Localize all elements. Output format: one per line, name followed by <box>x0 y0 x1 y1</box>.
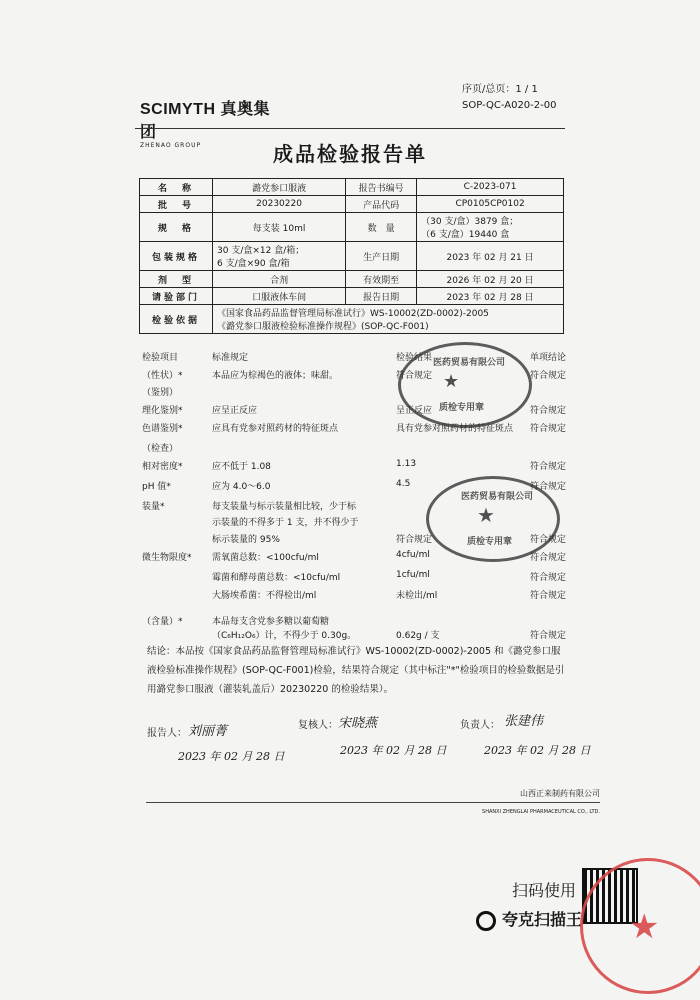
footer-divider <box>146 802 600 803</box>
item-standard: 每支装量与标示装量相比较，少于标 <box>212 502 357 512</box>
item-conclusion: 符合规定 <box>530 406 567 416</box>
cell-value: 20230220 <box>213 196 346 213</box>
cell-value: 潞党参口服液 <box>213 179 346 196</box>
cell-label: 产品代码 <box>346 196 417 213</box>
reporter-label: 报告人： <box>147 728 187 739</box>
product-info-table <box>139 178 564 334</box>
reporter-date: 2023 年 02 月 28 日 <box>178 750 285 763</box>
item-conclusion: 符合规定 <box>530 553 567 563</box>
item-standard: 应为 4.0～6.0 <box>212 482 271 492</box>
item-item: 相对密度* <box>142 462 183 472</box>
item-item: （性状）* <box>142 371 183 381</box>
item-standard: 示装量的不得多于 1 支，并不得少于 <box>212 518 359 528</box>
reviewer-signature: 宋晓燕 <box>338 716 378 731</box>
doc-code: SOP-QC-A020-2-00 <box>462 100 557 111</box>
pack-line-1: 30 支/盒×12 盒/箱； <box>217 246 305 256</box>
page-info <box>462 82 592 114</box>
responsible-signature: 张建伟 <box>504 714 544 729</box>
item-conclusion: 符合规定 <box>530 371 567 381</box>
cell-label: 检验依据 <box>140 305 213 334</box>
item-result: 4cfu/ml <box>396 550 430 560</box>
qty-line-2: （6 支/盒）19440 盒 <box>421 230 510 240</box>
item-result: 符合规定 <box>396 535 433 545</box>
company-logo <box>140 96 280 149</box>
reporter-signature: 刘丽菁 <box>188 724 228 739</box>
item-result: 具有党参对照药材的特征斑点 <box>396 424 514 434</box>
item-standard: 霉菌和酵母菌总数：<10cfu/ml <box>212 573 341 583</box>
responsible-date: 2023 年 02 月 28 日 <box>484 744 591 757</box>
item-item: 色谱鉴别* <box>142 424 183 434</box>
item-item: （含量）* <box>142 617 183 627</box>
item-standard: 应具有党参对照药材的特征斑点 <box>212 424 339 434</box>
cell-label: 生产日期 <box>346 242 417 271</box>
header-standard: 标准规定 <box>212 353 249 363</box>
item-result: 符合规定 <box>396 371 433 381</box>
table-row <box>140 242 564 271</box>
item-conclusion: 符合规定 <box>530 482 567 492</box>
table-row <box>140 213 564 242</box>
star-icon: ★ <box>477 503 495 527</box>
table-row <box>140 288 564 305</box>
item-standard: 大肠埃希菌：不得检出/ml <box>212 591 317 601</box>
item-result: 4.5 <box>396 479 411 489</box>
cell-value <box>213 305 564 334</box>
item-standard: 本品应为棕褐色的液体；味甜。 <box>212 371 339 381</box>
qty-line-1: （30 支/盒）3879 盒； <box>421 217 519 227</box>
cell-label: 批 号 <box>140 196 213 213</box>
table-row <box>140 179 564 196</box>
basis-line-2: 《潞党参口服液检验标准操作规程》(SOP-QC-F001) <box>217 322 429 332</box>
item-conclusion: 符合规定 <box>530 462 567 472</box>
cell-value: 合剂 <box>213 271 346 288</box>
item-item: （检查） <box>142 444 179 454</box>
cell-label: 规 格 <box>140 213 213 242</box>
qc-stamp-2 <box>426 476 560 562</box>
pack-line-2: 6 支/盒×90 盒/箱 <box>217 259 290 269</box>
cell-label: 包装规格 <box>140 242 213 271</box>
stamp-company-text: 医药贸易有限公司 <box>433 358 506 368</box>
cell-value: 每支装 10ml <box>213 213 346 242</box>
cell-label: 报告书编号 <box>346 179 417 196</box>
item-item: 装量* <box>142 502 165 512</box>
stamp-qc-text: 质检专用章 <box>467 537 513 547</box>
company-name-en: SHANXI ZHENGLAI PHARMACEUTICAL CO., LTD. <box>482 809 600 815</box>
cell-value <box>417 213 564 242</box>
company-name-cn: 山西正来制药有限公司 <box>520 789 600 798</box>
conclusion-text: 结论：本品按《国家食品药品监督管理局标准试行》WS-10002(ZD-0002)-2005 和《潞党参口服液检验标准操作规程》(SOP-QC-F001)检验，结果符合规定（其中标注"*"检验项目的检验数据是引用潞党参口服液（灌装轧盖后）20230220 的检验结果）。 <box>147 646 565 695</box>
cell-value: CP0105CP0102 <box>417 196 564 213</box>
cell-value: 2023 年 02 月 28 日 <box>417 288 564 305</box>
quark-logo-icon <box>476 911 496 931</box>
item-standard: 应不低于 1.08 <box>212 462 271 472</box>
item-conclusion: 符合规定 <box>530 591 567 601</box>
table-row <box>140 305 564 334</box>
star-icon: ★ <box>443 371 460 392</box>
red-star-icon: ★ <box>629 907 660 947</box>
cell-value: 2023 年 02 月 21 日 <box>417 242 564 271</box>
scan-watermark <box>452 878 582 931</box>
cell-label: 有效期至 <box>346 271 417 288</box>
stamp-company-text: 医药贸易有限公司 <box>461 492 534 502</box>
item-item: 微生物限度* <box>142 553 192 563</box>
item-item: 理化鉴别* <box>142 406 183 416</box>
item-standard: 本品每支含党参多糖以葡萄糖 <box>212 617 330 627</box>
item-item: （鉴别） <box>142 388 179 398</box>
logo-main-text: SCIMYTH 真奥集团 <box>140 101 270 141</box>
item-standard: 标示装量的 95% <box>212 535 280 545</box>
item-conclusion: 符合规定 <box>530 424 567 434</box>
header-conclusion: 单项结论 <box>530 353 567 363</box>
item-standard: 需氧菌总数：<100cfu/ml <box>212 553 319 563</box>
item-result: 1.13 <box>396 459 417 469</box>
cell-label: 数 量 <box>346 213 417 242</box>
scan-use-label: 扫码使用 <box>511 881 576 900</box>
cell-label: 请验部门 <box>140 288 213 305</box>
item-result: 0.62g / 支 <box>396 631 440 641</box>
header-item: 检验项目 <box>142 353 179 363</box>
scan-brand: 夸克扫描王 <box>452 907 582 931</box>
reviewer-label: 复核人： <box>298 720 338 731</box>
item-result: 呈正反应 <box>396 406 433 416</box>
qc-stamp-1 <box>398 342 532 428</box>
reviewer-date: 2023 年 02 月 28 日 <box>340 744 447 757</box>
table-row <box>140 271 564 288</box>
item-item: pH 值* <box>142 482 171 492</box>
item-result: 未检出/ml <box>396 591 438 601</box>
cell-label: 报告日期 <box>346 288 417 305</box>
stamp-qc-text: 质检专用章 <box>439 403 485 413</box>
responsible-label: 负责人： <box>460 720 500 731</box>
cell-value: 2026 年 02 月 20 日 <box>417 271 564 288</box>
cell-label: 名 称 <box>140 179 213 196</box>
page-title: 成品检验报告单 <box>273 142 427 166</box>
cell-value <box>213 242 346 271</box>
logo-sub-text: ZHENAO GROUP <box>140 142 202 149</box>
item-conclusion: 符合规定 <box>530 535 567 545</box>
item-standard: 应呈正反应 <box>212 406 258 416</box>
item-conclusion: 符合规定 <box>530 631 567 641</box>
table-row <box>140 196 564 213</box>
header-result: 检验结果 <box>396 353 433 363</box>
cell-value: 口服液体车间 <box>213 288 346 305</box>
basis-line-1: 《国家食品药品监督管理局标准试行》WS-10002(ZD-0002)-2005 <box>217 309 489 319</box>
red-stamp <box>580 858 700 994</box>
item-result: 1cfu/ml <box>396 570 430 580</box>
cell-label: 剂 型 <box>140 271 213 288</box>
item-standard: （C₆H₁₂O₆）计，不得少于 0.30g。 <box>212 631 357 641</box>
page-number: 序页/总页：1 / 1 <box>462 84 538 95</box>
header-divider <box>135 128 565 129</box>
item-conclusion: 符合规定 <box>530 573 567 583</box>
cell-value: C-2023-071 <box>417 179 564 196</box>
